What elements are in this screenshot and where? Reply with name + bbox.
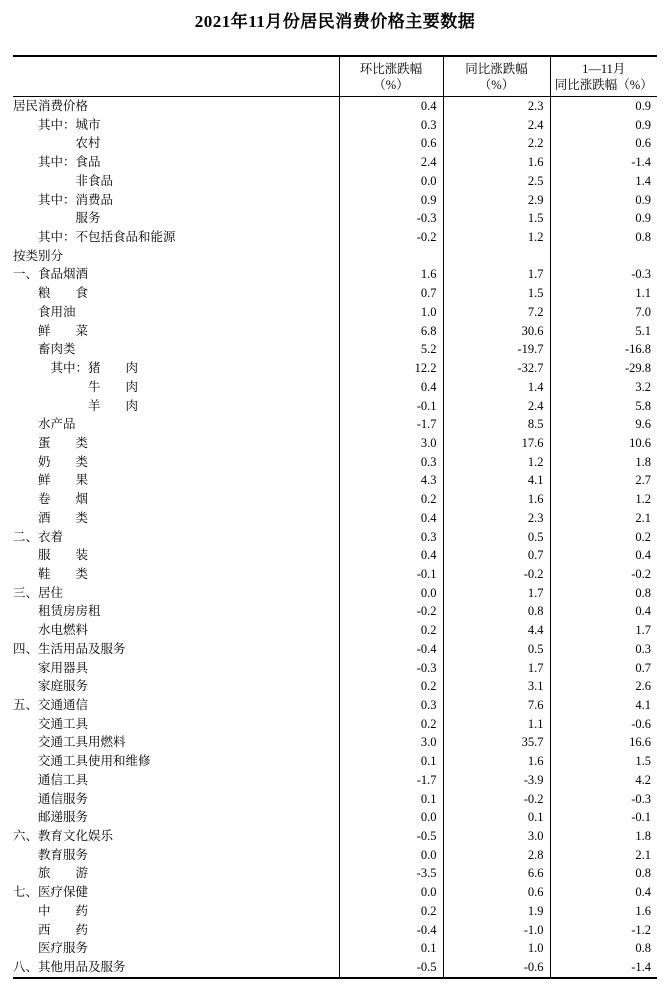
- row-label: 其中：食品: [13, 155, 101, 170]
- value-ytd: 0.9: [550, 191, 657, 210]
- table-row: [13, 677, 657, 696]
- table-row: [13, 247, 657, 266]
- row-label: 牛 肉: [13, 379, 139, 394]
- table-row: [13, 453, 657, 472]
- row-label: 食用油: [13, 304, 76, 319]
- value-mom: 0.2: [339, 902, 443, 921]
- value-ytd: 1.8: [550, 453, 657, 472]
- value-yoy: 0.8: [443, 602, 550, 621]
- value-ytd: 7.0: [550, 303, 657, 322]
- value-ytd: 0.8: [550, 228, 657, 247]
- value-mom: -0.2: [339, 602, 443, 621]
- value-yoy: 30.6: [443, 322, 550, 341]
- value-mom: -0.5: [339, 958, 443, 978]
- table-row: [13, 546, 657, 565]
- value-yoy: 2.5: [443, 172, 550, 191]
- value-yoy: 2.3: [443, 97, 550, 116]
- value-yoy: -1.0: [443, 921, 550, 940]
- value-mom: -0.4: [339, 921, 443, 940]
- table-row: [13, 902, 657, 921]
- row-label: 医疗服务: [13, 941, 89, 956]
- row-label: 其中：不包括食品和能源: [13, 230, 176, 245]
- value-ytd: 2.1: [550, 509, 657, 528]
- row-label: 旅 游: [13, 866, 89, 881]
- value-mom: 1.0: [339, 303, 443, 322]
- value-yoy: 2.9: [443, 191, 550, 210]
- value-mom: -0.4: [339, 640, 443, 659]
- row-label: 一、食品烟酒: [13, 267, 89, 282]
- value-mom: 0.2: [339, 677, 443, 696]
- header-mom-line2: （%）: [373, 77, 409, 92]
- row-label: 奶 类: [13, 454, 89, 469]
- value-ytd: 1.4: [550, 172, 657, 191]
- value-yoy: 1.9: [443, 902, 550, 921]
- row-label: 邮递服务: [13, 810, 89, 825]
- row-label: 鲜 菜: [13, 323, 89, 338]
- row-label: 其中：消费品: [13, 192, 114, 207]
- value-yoy: -0.6: [443, 958, 550, 978]
- value-yoy: 4.4: [443, 621, 550, 640]
- row-label: 其中：猪 肉: [13, 361, 139, 376]
- value-ytd: -0.3: [550, 265, 657, 284]
- value-mom: 0.0: [339, 883, 443, 902]
- row-label: 交通工具用燃料: [13, 735, 126, 750]
- value-mom: -3.5: [339, 864, 443, 883]
- row-label: 非食品: [13, 173, 114, 188]
- value-ytd: 0.4: [550, 602, 657, 621]
- value-ytd: 0.7: [550, 659, 657, 678]
- value-yoy: 1.2: [443, 453, 550, 472]
- value-mom: 3.0: [339, 434, 443, 453]
- table-row: [13, 790, 657, 809]
- table-row: [13, 359, 657, 378]
- value-yoy: 4.1: [443, 471, 550, 490]
- value-yoy: 1.5: [443, 284, 550, 303]
- row-label: 居民消费价格: [13, 99, 89, 113]
- row-label: 畜肉类: [13, 342, 76, 357]
- value-yoy: 2.8: [443, 846, 550, 865]
- table-row: [13, 134, 657, 153]
- table-header: [13, 56, 657, 97]
- row-label: 中 药: [13, 903, 89, 918]
- row-label: 三、居住: [13, 585, 64, 600]
- value-mom: 0.3: [339, 116, 443, 135]
- value-mom: -0.1: [339, 565, 443, 584]
- value-ytd: 2.7: [550, 471, 657, 490]
- value-ytd: 5.1: [550, 322, 657, 341]
- table-row: [13, 621, 657, 640]
- value-mom: 0.4: [339, 97, 443, 116]
- value-ytd: -0.6: [550, 715, 657, 734]
- row-label: 四、生活用品及服务: [13, 641, 126, 656]
- value-ytd: 0.9: [550, 97, 657, 116]
- value-mom: 2.4: [339, 153, 443, 172]
- value-yoy: -0.2: [443, 790, 550, 809]
- table-row: [13, 696, 657, 715]
- value-yoy: 6.6: [443, 864, 550, 883]
- value-yoy: 1.7: [443, 265, 550, 284]
- value-ytd: 5.8: [550, 397, 657, 416]
- row-label: 二、衣着: [13, 529, 64, 544]
- table-row: [13, 733, 657, 752]
- value-mom: 0.2: [339, 621, 443, 640]
- value-yoy: 35.7: [443, 733, 550, 752]
- value-ytd: 0.8: [550, 584, 657, 603]
- value-mom: 0.0: [339, 172, 443, 191]
- value-yoy: 1.7: [443, 584, 550, 603]
- table-row: [13, 340, 657, 359]
- table-row: [13, 827, 657, 846]
- value-ytd: -16.8: [550, 340, 657, 359]
- table-row: [13, 209, 657, 228]
- value-ytd: 1.7: [550, 621, 657, 640]
- header-yoy-line2: （%）: [478, 77, 515, 92]
- value-yoy: 1.1: [443, 715, 550, 734]
- table-row: [13, 434, 657, 453]
- row-label: 酒 类: [13, 510, 89, 525]
- value-yoy: 2.4: [443, 397, 550, 416]
- value-ytd: 1.1: [550, 284, 657, 303]
- value-yoy: 1.0: [443, 939, 550, 958]
- table-row: [13, 584, 657, 603]
- value-mom: 0.6: [339, 134, 443, 153]
- value-ytd: 0.3: [550, 640, 657, 659]
- value-yoy: 7.2: [443, 303, 550, 322]
- header-yoy-line1: 同比涨跌幅: [465, 61, 528, 76]
- row-label: 交通工具: [13, 716, 89, 731]
- value-ytd: 2.6: [550, 677, 657, 696]
- value-mom: 12.2: [339, 359, 443, 378]
- value-mom: 0.3: [339, 696, 443, 715]
- value-yoy: 1.6: [443, 490, 550, 509]
- table-row: [13, 322, 657, 341]
- value-mom: 0.1: [339, 939, 443, 958]
- value-ytd: -0.2: [550, 565, 657, 584]
- table-row: [13, 771, 657, 790]
- table-row: [13, 471, 657, 490]
- table-row: [13, 378, 657, 397]
- value-ytd: 0.9: [550, 209, 657, 228]
- table-row: [13, 116, 657, 135]
- value-mom: -1.7: [339, 771, 443, 790]
- table-row: [13, 397, 657, 416]
- row-label: 通信工具: [13, 772, 89, 787]
- page-title: 2021年11月份居民消费价格主要数据: [194, 12, 476, 31]
- value-yoy: 1.6: [443, 153, 550, 172]
- table-row: [13, 883, 657, 902]
- cpi-data-table: [13, 55, 657, 979]
- header-ytd-line1: 1—11月: [582, 61, 626, 76]
- row-label: 租赁房房租: [13, 604, 101, 619]
- row-label: 水电燃料: [13, 623, 89, 638]
- row-label: 粮 食: [13, 286, 89, 301]
- table-row: [13, 958, 657, 978]
- value-ytd: -1.2: [550, 921, 657, 940]
- table-row: [13, 265, 657, 284]
- value-ytd: 0.8: [550, 864, 657, 883]
- table-row: [13, 528, 657, 547]
- value-ytd: 3.2: [550, 378, 657, 397]
- row-label: 水产品: [13, 417, 76, 432]
- row-label: 农村: [13, 136, 101, 151]
- value-mom: 0.4: [339, 509, 443, 528]
- table-row: [13, 228, 657, 247]
- value-yoy: 1.5: [443, 209, 550, 228]
- value-ytd: 2.1: [550, 846, 657, 865]
- value-mom: 0.9: [339, 191, 443, 210]
- value-ytd: -0.1: [550, 808, 657, 827]
- value-ytd: 0.6: [550, 134, 657, 153]
- table-row: [13, 715, 657, 734]
- row-label: 六、教育文化娱乐: [13, 829, 114, 844]
- value-yoy: 3.1: [443, 677, 550, 696]
- value-yoy: 1.7: [443, 659, 550, 678]
- value-ytd: -1.4: [550, 153, 657, 172]
- table-row: [13, 659, 657, 678]
- value-mom: 1.6: [339, 265, 443, 284]
- row-label: 卷 烟: [13, 492, 89, 507]
- row-label: 家用器具: [13, 660, 89, 675]
- row-label: 七、医疗保健: [13, 885, 89, 900]
- row-label: 交通工具使用和维修: [13, 754, 151, 769]
- value-mom: 0.4: [339, 378, 443, 397]
- value-yoy: 8.5: [443, 415, 550, 434]
- header-label-column: [13, 56, 339, 97]
- value-mom: 3.0: [339, 733, 443, 752]
- table-row: [13, 415, 657, 434]
- value-mom: 0.0: [339, 846, 443, 865]
- value-mom: [339, 247, 443, 266]
- value-mom: 0.1: [339, 790, 443, 809]
- row-label: 服务: [13, 211, 101, 226]
- value-yoy: 1.4: [443, 378, 550, 397]
- value-yoy: 2.2: [443, 134, 550, 153]
- value-mom: 0.4: [339, 546, 443, 565]
- table-row: [13, 752, 657, 771]
- row-label: 羊 肉: [13, 398, 139, 413]
- value-yoy: 1.6: [443, 752, 550, 771]
- value-yoy: -3.9: [443, 771, 550, 790]
- value-ytd: -29.8: [550, 359, 657, 378]
- header-ytd-line2: 同比涨跌幅（%）: [554, 77, 653, 92]
- value-yoy: 0.1: [443, 808, 550, 827]
- value-yoy: 0.6: [443, 883, 550, 902]
- value-ytd: 1.5: [550, 752, 657, 771]
- value-yoy: 0.5: [443, 640, 550, 659]
- value-ytd: 10.6: [550, 434, 657, 453]
- value-mom: 0.0: [339, 808, 443, 827]
- value-ytd: 16.6: [550, 733, 657, 752]
- value-ytd: 0.4: [550, 546, 657, 565]
- row-label: 五、交通通信: [13, 698, 89, 712]
- value-mom: 6.8: [339, 322, 443, 341]
- value-yoy: -32.7: [443, 359, 550, 378]
- value-mom: 0.1: [339, 752, 443, 771]
- header-ytd-column: [550, 56, 657, 97]
- value-mom: -0.3: [339, 659, 443, 678]
- row-label: 鲜 果: [13, 473, 89, 488]
- value-ytd: 9.6: [550, 415, 657, 434]
- row-label: 教育服务: [13, 847, 89, 862]
- value-mom: 4.3: [339, 471, 443, 490]
- table-row: [13, 939, 657, 958]
- value-ytd: -0.3: [550, 790, 657, 809]
- value-mom: -0.1: [339, 397, 443, 416]
- value-ytd: 0.2: [550, 528, 657, 547]
- table-row: [13, 97, 657, 116]
- value-ytd: [550, 247, 657, 266]
- table-row: [13, 191, 657, 210]
- value-ytd: 4.1: [550, 696, 657, 715]
- value-yoy: 0.7: [443, 546, 550, 565]
- row-label: 通信服务: [13, 791, 89, 806]
- value-mom: 0.0: [339, 584, 443, 603]
- value-mom: -0.3: [339, 209, 443, 228]
- table-row: [13, 153, 657, 172]
- table-row: [13, 846, 657, 865]
- value-yoy: 7.6: [443, 696, 550, 715]
- table-row: [13, 808, 657, 827]
- value-mom: 0.3: [339, 453, 443, 472]
- value-ytd: 1.8: [550, 827, 657, 846]
- value-mom: 0.7: [339, 284, 443, 303]
- header-mom-line1: 环比涨跌幅: [359, 61, 423, 76]
- value-mom: 0.2: [339, 490, 443, 509]
- value-ytd: 1.6: [550, 902, 657, 921]
- value-yoy: 17.6: [443, 434, 550, 453]
- table-row: [13, 509, 657, 528]
- value-yoy: 3.0: [443, 827, 550, 846]
- value-ytd: 1.2: [550, 490, 657, 509]
- header-mom-column: [339, 56, 443, 97]
- table-row: [13, 284, 657, 303]
- row-label: 按类别分: [13, 248, 64, 263]
- value-yoy: 1.2: [443, 228, 550, 247]
- row-label: 蛋 类: [13, 435, 89, 450]
- row-label: 西 药: [13, 922, 89, 937]
- row-label: 鞋 类: [13, 566, 89, 581]
- value-yoy: -19.7: [443, 340, 550, 359]
- table-row: [13, 864, 657, 883]
- header-row: [13, 56, 657, 97]
- value-yoy: 0.5: [443, 528, 550, 547]
- table-row: [13, 172, 657, 191]
- value-mom: -0.2: [339, 228, 443, 247]
- value-yoy: [443, 247, 550, 266]
- value-ytd: -1.4: [550, 958, 657, 978]
- value-yoy: 2.4: [443, 116, 550, 135]
- table-row: [13, 565, 657, 584]
- row-label: 其中：城市: [13, 117, 101, 132]
- value-yoy: -0.2: [443, 565, 550, 584]
- value-ytd: 0.9: [550, 116, 657, 135]
- table-row: [13, 640, 657, 659]
- value-mom: 0.3: [339, 528, 443, 547]
- table-row: [13, 921, 657, 940]
- table-row: [13, 303, 657, 322]
- row-label: 家庭服务: [13, 679, 89, 694]
- value-mom: 0.2: [339, 715, 443, 734]
- value-mom: -0.5: [339, 827, 443, 846]
- value-yoy: 2.3: [443, 509, 550, 528]
- value-ytd: 4.2: [550, 771, 657, 790]
- table-row: [13, 602, 657, 621]
- value-mom: -1.7: [339, 415, 443, 434]
- row-label: 服 装: [13, 548, 89, 563]
- table-body: [13, 97, 657, 978]
- header-yoy-column: [443, 56, 550, 97]
- value-ytd: 0.4: [550, 883, 657, 902]
- value-mom: 5.2: [339, 340, 443, 359]
- value-ytd: 0.8: [550, 939, 657, 958]
- row-label: 八、其他用品及服务: [13, 960, 126, 975]
- table-row: [13, 490, 657, 509]
